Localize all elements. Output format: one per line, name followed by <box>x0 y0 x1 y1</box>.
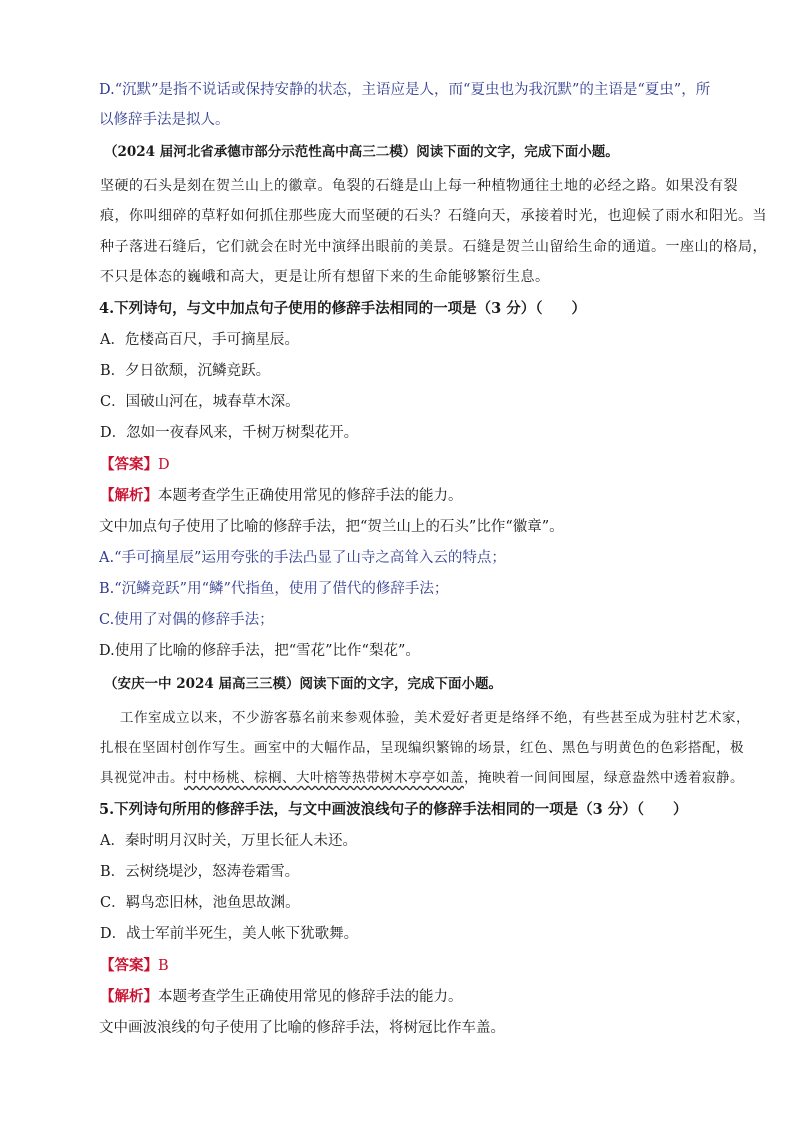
passage2-line-3 <box>100 768 744 788</box>
passage1-line-1: 坚硬的石头是刻在贺兰山上的徽章。龟裂的石缝是山上每一种植物通往土地的必经之路。如果没有裂 <box>100 178 738 194</box>
q4-answer <box>100 455 170 475</box>
q4-stem: 4.下列诗句，与文中加点句子使用的修辞手法相同的一项是（3 分）（ ） <box>99 300 587 317</box>
q5-analysis <box>100 987 463 1007</box>
q4-explain-d: D.使用了比喻的修辞手法，把“雪花”比作“梨花”。 <box>99 643 420 659</box>
q4-explain-a: A.“手可摘星辰”运用夸张的手法凸显了山寺之高耸入云的特点； <box>99 550 506 566</box>
q5-option-b: B．云树绕堤沙，怒涛卷霜雪。 <box>100 864 300 880</box>
q3-option-d-line2: 以修辞手法是拟人。 <box>99 112 230 128</box>
q5-analysis-text: 本题考查学生正确使用常见的修辞手法的能力。 <box>158 989 463 1005</box>
passage1-line-2: 痕，你叫细碎的草籽如何抓住那些庞大而坚硬的石头？石缝向天，承接着时光，也迎候了雨水和阳光。当 <box>100 208 767 224</box>
passage1-line-3: 种子落进石缝后，它们就会在时光中演绎出眼前的美景。石缝是贺兰山留给生命的通道。一座山的格局， <box>100 239 767 255</box>
q4-explain-c: C.使用了对偶的修辞手法； <box>99 612 274 628</box>
q5-explain-main: 文中画波浪线的句子使用了比喻的修辞手法，将树冠比作车盖。 <box>99 1020 505 1036</box>
q4-option-c: C．国破山河在，城春草木深。 <box>100 394 300 410</box>
q4-explain-b: B.“沉鳞竞跃”用“鳞”代指鱼，使用了借代的修辞手法； <box>99 581 449 597</box>
passage2-line-2: 扎根在坚固村创作写生。画室中的大幅作品，呈现编织繁锦的场景，红色、黑色与明黄色的色彩搭配，极 <box>100 740 744 756</box>
q5-stem: 5.下列诗句所用的修辞手法，与文中画波浪线句子的修辞手法相同的一项是（3 分）（ ） <box>99 801 688 818</box>
q5-option-c: C．羁鸟恋旧林，池鱼思故渊。 <box>100 895 300 911</box>
q5-option-a: A．秦时明月汉时关，万里长征人未还。 <box>100 833 357 849</box>
q3-option-d-line1: D.“沉默”是指不说话或保持安静的状态，主语应是人，而“夏虫也为我沉默”的主语是“夏虫”，所 <box>99 82 711 98</box>
passage2-wave-sentence: 村中杨桃、棕榈、大叶榕等热带树木亭亭如盖 <box>184 770 464 786</box>
passage2-line3-start: 具视觉冲击。 <box>100 770 184 786</box>
q4-analysis <box>100 486 463 506</box>
passage1-line-4: 不只是体态的巍峨和高大，更是让所有想留下来的生命能够繁衍生息。 <box>100 269 550 285</box>
q4-explain-main: 文中加点句子使用了比喻的修辞手法，把“贺兰山上的石头”比作“徽章”。 <box>99 519 564 535</box>
q4-analysis-text: 本题考查学生正确使用常见的修辞手法的能力。 <box>158 488 463 504</box>
passage2-line-1: 工作室成立以来，不少游客慕名前来参观体验，美术爱好者更是络绎不绝，有些甚至成为驻村艺术家， <box>120 710 750 726</box>
q4-option-b: B．夕日欲颓，沉鳞竞跃。 <box>100 363 271 379</box>
q4-option-d: D．忽如一夜春风来，千树万树梨花开。 <box>100 425 359 441</box>
q5-analysis-label: 【解析】 <box>100 988 158 1005</box>
q4-analysis-label: 【解析】 <box>100 487 158 504</box>
q5-answer-label: 【答案】 <box>100 957 158 974</box>
q5-answer-value: B <box>158 958 169 974</box>
q5-option-d: D．战士军前半死生，美人帐下犹歌舞。 <box>100 926 359 942</box>
q4-answer-label: 【答案】 <box>100 456 158 473</box>
q4-answer-value: D <box>158 457 170 473</box>
passage2-line3-end: ，掩映着一间间囤屋，绿意盎然中透着寂静。 <box>464 770 744 786</box>
passage2-source: （安庆一中 2024 届高三三模）阅读下面的文字，完成下面小题。 <box>104 676 502 692</box>
passage1-source: （2024 届河北省承德市部分示范性高中高三二模）阅读下面的文字，完成下面小题。 <box>104 144 619 160</box>
q4-option-a: A．危楼高百尺，手可摘星辰。 <box>100 332 299 348</box>
q5-answer <box>100 956 169 976</box>
